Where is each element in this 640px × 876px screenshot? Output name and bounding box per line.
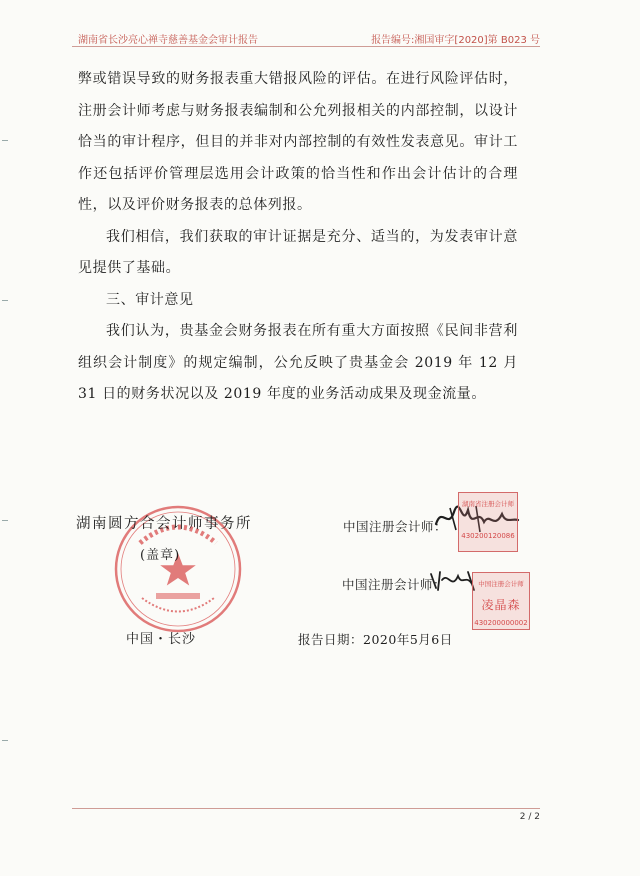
stamp1-number: 430200120086 (461, 532, 515, 540)
section-heading-opinion: 三、审计意见 (106, 291, 194, 308)
audit-firm-name: 湖南圆方合会计师事务所 (76, 516, 252, 532)
page-number: 2 / 2 (519, 812, 540, 822)
scan-mark (2, 520, 8, 521)
paragraph-opinion: 我们认为，贵基金会财务报表在所有重大方面按照《民间非营利组织会计制度》的规定编制，公允反映了贵基金会 2019 年 12 月 31 日的财务状况以及 2019 年度的业务活动成果及现金流量。 (78, 323, 518, 402)
stamp2-name: 凌晶森 (481, 598, 521, 612)
footer-divider (72, 808, 540, 809)
seal-label: (盖章) (140, 548, 181, 563)
stamp2-title: 中国注册会计师 (478, 580, 524, 588)
header-report-number: 报告编号:湘国审字[2020]第 B023 号 (371, 35, 540, 46)
scan-mark (2, 300, 8, 301)
paragraph-risk-assessment: 弊或错误导致的财务报表重大错报风险的评估。在进行风险评估时，注册会计师考虑与财务报表编制和公允列报相关的内部控制，以设计恰当的审计程序，但目的并非对内部控制的有效性发表意见。审计工作还包括评价管理层选用会计政策的恰当性和作出会计估计的合理性，以及评价财务报表的总体列报。 (78, 71, 518, 213)
cpa2-label: 中国注册会计师： (342, 577, 447, 592)
report-date (298, 630, 453, 648)
scan-mark (2, 740, 8, 741)
page-header (72, 28, 540, 47)
location: 中国・长沙 (126, 632, 197, 647)
cpa1-label: 中国注册会计师： (343, 519, 448, 534)
stamp1-title: 湖南省注册会计师 (462, 500, 514, 508)
header-report-title: 湖南省长沙亮心禅寺慈善基金会审计报告 (78, 35, 258, 46)
cpa1-stamp (458, 492, 518, 552)
stamp2-number: 430200000002 (474, 619, 528, 627)
report-date-value: 2020年5月6日 (363, 632, 453, 647)
report-date-label: 报告日期： (298, 632, 364, 647)
scan-mark (2, 140, 8, 141)
paragraph-evidence: 我们相信，我们获取的审计证据是充分、适当的，为发表审计意见提供了基础。 (78, 228, 518, 276)
report-body (78, 64, 518, 411)
cpa2-signature-icon (428, 568, 478, 594)
cpa2-stamp (472, 572, 530, 630)
